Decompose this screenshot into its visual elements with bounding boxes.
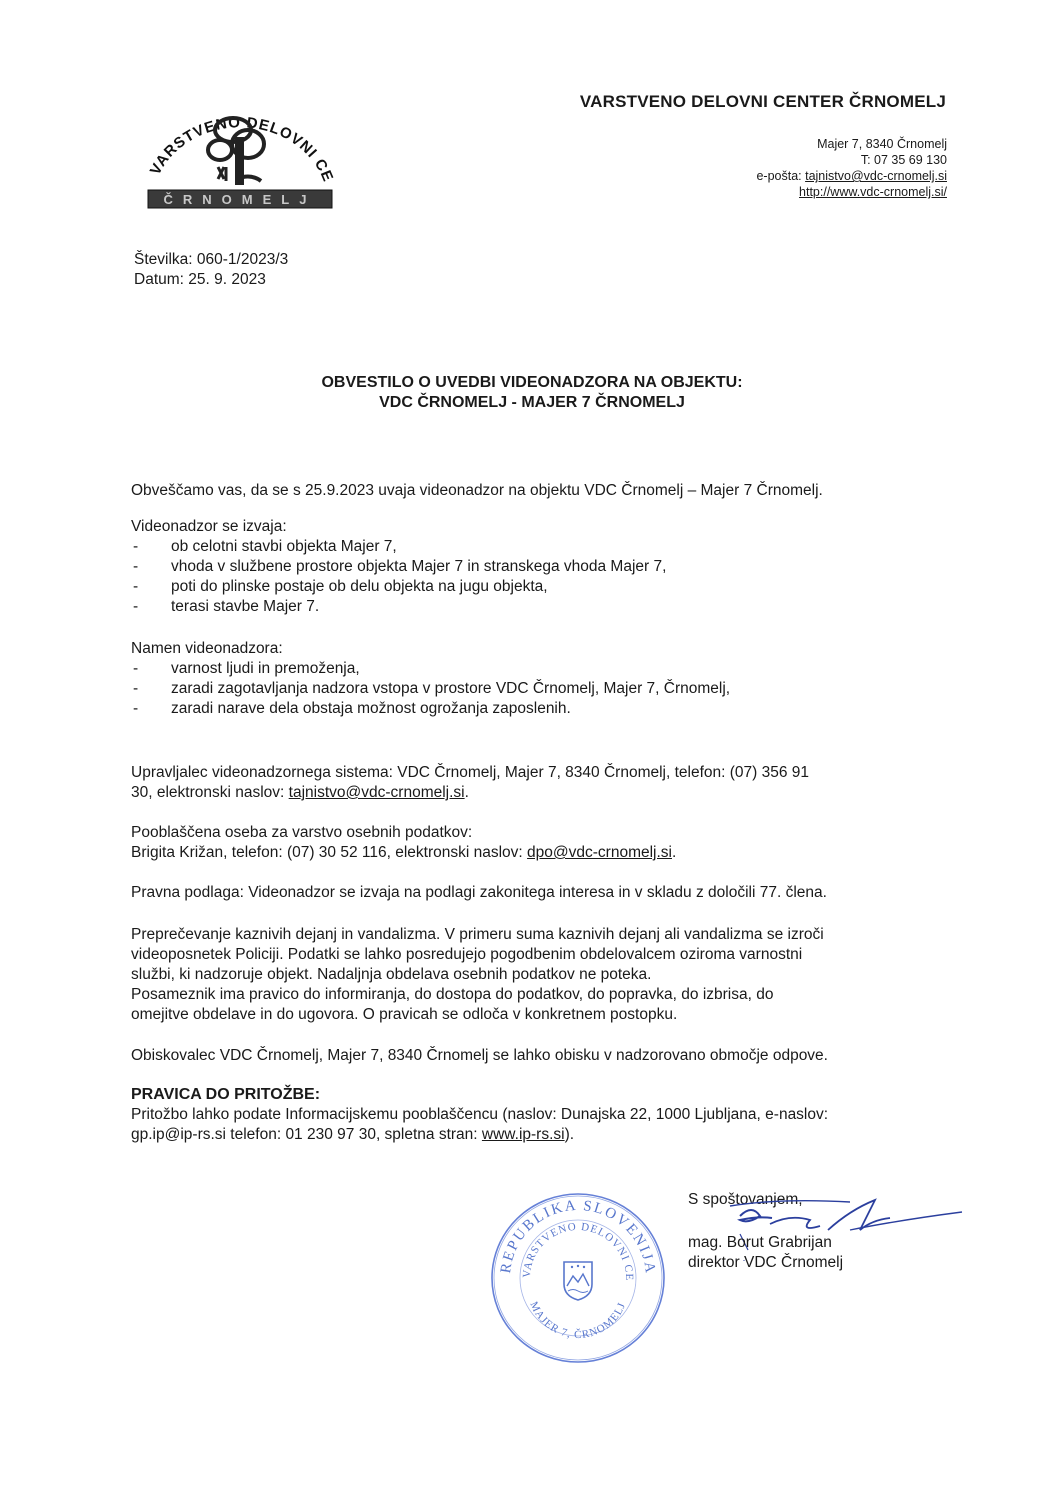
reference-block bbox=[134, 250, 288, 290]
list-item-text: zaradi narave dela obstaja možnost ogrožanja zaposlenih. bbox=[171, 700, 571, 717]
list-item bbox=[131, 577, 961, 597]
locations-section bbox=[131, 517, 961, 617]
list-item-text: vhoda v službene prostore objekta Majer 7 in stranskega vhoda Majer 7, bbox=[171, 558, 667, 575]
visitor-note: Obiskovalec VDC Črnomelj, Majer 7, 8340 Črnomelj se lahko obisku v nadzorovano območje odpove. bbox=[131, 1047, 828, 1064]
complaint-line-2 bbox=[131, 1125, 961, 1145]
title-line-1: OBVESTILO O UVEDBI VIDEONADZORA NA OBJEKTU: bbox=[321, 374, 743, 391]
signer-block bbox=[688, 1233, 843, 1273]
complaint-line-1: Pritožbo lahko podate Informacijskemu pooblaščencu (naslov: Dunajska 22, 1000 Ljubljana, e-naslov: bbox=[131, 1106, 829, 1123]
organization-logo bbox=[138, 82, 338, 214]
dpo-paragraph bbox=[131, 823, 961, 863]
list-item-text: terasi stavbe Majer 7. bbox=[171, 598, 320, 615]
intro-paragraph: Obveščamo vas, da se s 25.9.2023 uvaja videonadzor na objektu VDC Črnomelj – Majer 7 Črnomelj. bbox=[131, 482, 823, 499]
list-dash: - bbox=[133, 598, 139, 615]
stamp-inner-text: VARSTVENO DELOVNI CE bbox=[520, 1220, 636, 1282]
purpose-heading: Namen videonadzora: bbox=[131, 640, 283, 657]
locations-heading: Videonadzor se izvaja: bbox=[131, 518, 287, 535]
list-dash: - bbox=[133, 558, 139, 575]
controller-paragraph bbox=[131, 763, 961, 803]
document-date: Datum: 25. 9. 2023 bbox=[134, 271, 266, 288]
prevention-line: Posameznik ima pravico do informiranja, do dostopa do podatkov, do popravka, do izbrisa, do bbox=[131, 986, 774, 1003]
complaint-website-link[interactable]: www.ip-rs.si bbox=[481, 1126, 565, 1143]
document-number: Številka: 060-1/2023/3 bbox=[134, 251, 289, 268]
list-item bbox=[131, 597, 961, 617]
complaint-contact: gp.ip@ip-rs.si telefon: 01 230 97 30, spletna stran: bbox=[131, 1126, 482, 1143]
list-item bbox=[131, 699, 961, 719]
svg-text:MAJER 7, ČRNOMELJ bbox=[527, 1300, 628, 1341]
list-dash: - bbox=[133, 538, 139, 555]
tree-logo-icon bbox=[138, 82, 338, 214]
email-label: e-pošta: bbox=[756, 169, 806, 183]
website-link[interactable]: http://www.vdc-crnomelj.si/ bbox=[799, 185, 947, 199]
signer-role: direktor VDC Črnomelj bbox=[688, 1254, 844, 1271]
organization-name: VARSTVENO DELOVNI CENTER ČRNOMELJ bbox=[579, 92, 946, 111]
signer-name: mag. Borut Grabrijan bbox=[688, 1234, 832, 1251]
prevention-line: službi, ki nadzoruje objekt. Nadaljnja obdelava osebnih podatkov ne poteka. bbox=[131, 966, 652, 983]
complaint-heading: PRAVICA DO PRITOŽBE: bbox=[131, 1086, 321, 1103]
list-item bbox=[131, 659, 961, 679]
list-item-text: poti do plinske postaje ob delu objekta na jugu objekta, bbox=[171, 578, 548, 595]
stamp-outer-text: REPUBLIKA SLOVENIJA bbox=[498, 1197, 659, 1276]
legal-basis-paragraph: Pravna podlaga: Videonadzor se izvaja na podlagi zakonitega interesa in v skladu z določili 77. člena. bbox=[131, 884, 827, 901]
dpo-suffix: . bbox=[672, 844, 677, 861]
prevention-line: omejitve obdelave in do ugovora. O pravicah se odloča v konkretnem postopku. bbox=[131, 1006, 678, 1023]
list-dash: - bbox=[133, 680, 139, 697]
address: Majer 7, 8340 Črnomelj bbox=[817, 137, 947, 151]
controller-line-2 bbox=[131, 783, 961, 803]
official-stamp bbox=[488, 1188, 668, 1368]
list-dash: - bbox=[133, 660, 139, 677]
purpose-section bbox=[131, 639, 961, 719]
list-item-text: varnost ljudi in premoženja, bbox=[171, 660, 360, 677]
dpo-email-link[interactable]: dpo@vdc-crnomelj.si bbox=[527, 844, 672, 861]
prevention-paragraph bbox=[131, 925, 961, 1025]
complaint-section bbox=[131, 1085, 961, 1145]
list-item-text: zaradi zagotavljanja nadzora vstopa v prostore VDC Črnomelj, Majer 7, Črnomelj, bbox=[171, 680, 731, 697]
stamp-bottom-text: MAJER 7, ČRNOMELJ bbox=[527, 1299, 629, 1342]
list-item bbox=[131, 537, 961, 557]
prevention-line: videoposnetek Policiji. Podatki se lahko posredujejo pogodbenim obdelovalcem oziroma varnostni bbox=[131, 946, 803, 963]
controller-email-label: 30, elektronski naslov: bbox=[131, 784, 289, 801]
list-item bbox=[131, 557, 961, 577]
closing-salutation: S spoštovanjem, bbox=[688, 1191, 803, 1208]
complaint-suffix: ). bbox=[564, 1126, 575, 1143]
title-line-2: VDC ČRNOMELJ - MAJER 7 ČRNOMELJ bbox=[379, 394, 685, 411]
prevention-line: Preprečevanje kaznivih dejanj in vandalizma. V primeru suma kaznivih dejanj ali vandalizma se izroči bbox=[131, 926, 824, 943]
list-dash: - bbox=[133, 700, 139, 717]
contact-block bbox=[756, 136, 947, 200]
list-item-text: ob celotni stavbi objekta Majer 7, bbox=[171, 538, 397, 555]
dpo-line-1: Pooblaščena oseba za varstvo osebnih podatkov: bbox=[131, 824, 473, 841]
phone: T: 07 35 69 130 bbox=[860, 153, 947, 167]
controller-suffix: . bbox=[464, 784, 469, 801]
controller-line-1: Upravljalec videonadzornega sistema: VDC Črnomelj, Majer 7, 8340 Črnomelj, telefon: (07) 356 91 bbox=[131, 764, 810, 781]
controller-email-link[interactable]: tajnistvo@vdc-crnomelj.si bbox=[288, 784, 465, 801]
stamp-graphic bbox=[488, 1188, 668, 1368]
dpo-line-2 bbox=[131, 843, 961, 863]
logo-arc-text: VARSTVENO DELOVNI CE bbox=[146, 114, 337, 185]
list-dash: - bbox=[133, 578, 139, 595]
coat-of-arms-icon bbox=[564, 1262, 592, 1300]
document-title bbox=[0, 373, 1064, 413]
email-line bbox=[756, 168, 947, 184]
email-link[interactable]: tajnistvo@vdc-crnomelj.si bbox=[805, 169, 947, 183]
logo-band-text: ČRNOMELJ bbox=[163, 192, 317, 207]
list-item bbox=[131, 679, 961, 699]
dpo-contact: Brigita Križan, telefon: (07) 30 52 116, elektronski naslov: bbox=[131, 844, 528, 861]
